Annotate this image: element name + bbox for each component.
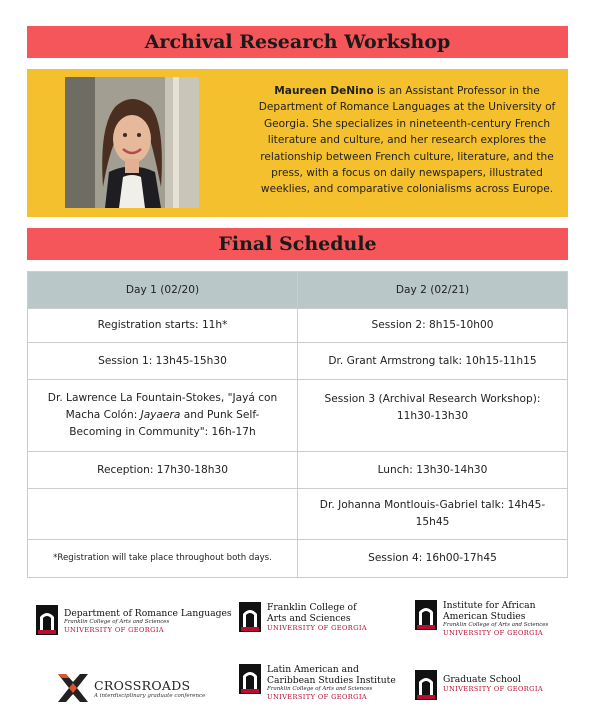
logo-romance-languages xyxy=(36,605,232,635)
schedule-table xyxy=(27,271,568,578)
table-row xyxy=(28,380,568,452)
romance-uni: UNIVERSITY OF GEORGIA xyxy=(64,626,165,634)
logo-graduate-school xyxy=(415,670,543,700)
logo-crossroads xyxy=(56,672,205,704)
table-row xyxy=(28,343,568,380)
speaker-bio-panel xyxy=(27,69,568,217)
logo-latin-american-caribbean xyxy=(239,664,396,702)
african-name-1: Institute for African xyxy=(443,600,536,611)
uga-arch-icon xyxy=(239,602,261,632)
uga-arch-icon xyxy=(239,664,261,694)
franklin-name-2: Arts and Sciences xyxy=(267,613,351,624)
speaker-photo xyxy=(65,77,199,208)
speaker-portrait-image xyxy=(65,77,199,208)
schedule-cell: Session 2: 8h15-10h00 xyxy=(298,309,568,343)
talk-text-italic: Jayaera xyxy=(140,409,181,421)
schedule-cell-talk xyxy=(28,380,298,452)
african-uni: UNIVERSITY OF GEORGIA xyxy=(443,629,544,637)
workshop-title-banner xyxy=(27,26,568,58)
day1-header: Day 1 (02/20) xyxy=(28,272,298,309)
schedule-cell: Dr. Johanna Montlouis-Gabriel talk: 14h45-15h45 xyxy=(298,489,568,540)
table-row xyxy=(28,540,568,578)
table-row xyxy=(28,489,568,540)
african-college: Franklin College of Arts and Sciences xyxy=(443,622,549,628)
talk-text-pre: Dr. Lawrence La Fountain-Stokes, "Jayá con Macha Colón: xyxy=(47,392,278,421)
schedule-cell xyxy=(28,489,298,540)
workshop-title: Archival Research Workshop xyxy=(144,31,451,53)
latam-name-1: Latin American and xyxy=(267,664,359,675)
day2-header: Day 2 (02/21) xyxy=(298,272,568,309)
crossroads-tagline: A interdisciplinary graduate conference xyxy=(94,692,206,699)
schedule-cell: Lunch: 13h30-14h30 xyxy=(298,452,568,489)
schedule-cell: Reception: 17h30-18h30 xyxy=(28,452,298,489)
uga-arch-icon xyxy=(36,605,58,635)
schedule-cell: Dr. Grant Armstrong talk: 10h15-11h15 xyxy=(298,343,568,380)
schedule-cell: Session 3 (Archival Research Workshop): 11h30-13h30 xyxy=(298,380,568,452)
registration-note: *Registration will take place throughout both days. xyxy=(28,540,298,578)
schedule-title: Final Schedule xyxy=(218,233,377,255)
schedule-cell: Session 4: 16h00-17h45 xyxy=(298,540,568,578)
franklin-name-1: Franklin College of xyxy=(267,602,357,613)
crossroads-name: CROSSROADS xyxy=(94,677,191,693)
african-name-2: American Studies xyxy=(443,611,526,622)
franklin-uni: UNIVERSITY OF GEORGIA xyxy=(267,624,368,632)
talk-text-post: and Punk Self-Becoming in Community": 16h-17h xyxy=(69,409,260,438)
romance-dept-name: Department of Romance Languages xyxy=(64,608,232,619)
uga-arch-icon xyxy=(415,600,437,630)
schedule-title-banner xyxy=(27,228,568,260)
schedule-cell: Registration starts: 11h* xyxy=(28,309,298,343)
grad-uni: UNIVERSITY OF GEORGIA xyxy=(443,685,544,693)
logo-african-american-studies xyxy=(415,600,548,638)
table-row xyxy=(28,309,568,343)
speaker-bio-text: is an Assistant Professor in the Department of Romance Languages at the University of Georgia. She specializes in nineteenth-century French literature and culture, and her research explores the relationship between French culture, literature, and the press, with a focus on daily newspapers, illustrated weeklies, and comparative colonialisms across Europe. xyxy=(258,85,556,196)
speaker-bio xyxy=(257,83,557,198)
table-row xyxy=(28,452,568,489)
logo-franklin-college xyxy=(239,602,367,633)
latam-uni: UNIVERSITY OF GEORGIA xyxy=(267,693,368,701)
uga-arch-icon xyxy=(415,670,437,700)
speaker-name: Maureen DeNino xyxy=(274,85,374,97)
latam-name-2: Caribbean Studies Institute xyxy=(267,675,396,686)
schedule-cell: Session 1: 13h45-15h30 xyxy=(28,343,298,380)
latam-college: Franklin College of Arts and Sciences xyxy=(267,686,373,692)
grad-name: Graduate School xyxy=(443,674,521,685)
romance-college: Franklin College of Arts and Sciences xyxy=(64,619,170,625)
schedule-header-row xyxy=(28,272,568,309)
crossroads-x-icon xyxy=(56,672,90,704)
